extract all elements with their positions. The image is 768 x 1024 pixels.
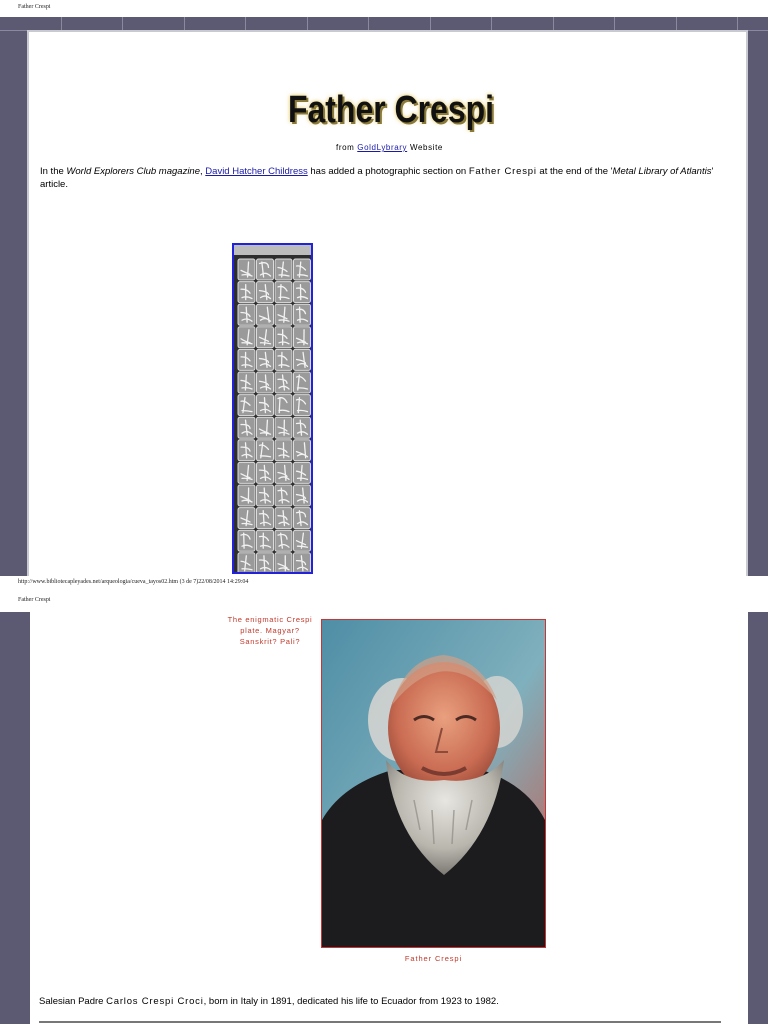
intro-text: ' article. [40, 166, 714, 190]
intro-text: at the end of the ' [536, 166, 613, 177]
print-header-title: Father Crespi [18, 597, 51, 603]
print-footer-url: http://www.bibliotecapleyades.net/arqueologia/cueva_tayos02.htm (3 de 7)22/08/2014 14:29:04 [18, 579, 249, 585]
intro-paragraph [40, 165, 740, 191]
author-link[interactable]: David Hatcher Childress [205, 166, 308, 177]
portrait-caption: Father Crespi [404, 954, 463, 963]
engraved-plate-icon [234, 245, 311, 572]
crespi-plate-image [232, 243, 313, 574]
intro-text: has added a photographic section on [307, 166, 469, 177]
print-page-break [0, 576, 768, 612]
priest-name: Carlos Crespi Croci [106, 996, 204, 1007]
bio-text: , born in Italy in 1891, dedicated his life to Ecuador from 1923 to 1982. [203, 996, 499, 1007]
content-panel [27, 30, 748, 576]
bio-text: Salesian Padre [39, 996, 107, 1007]
logo-shadow-text: Father Crespi [290, 91, 496, 133]
background-tile-lines [0, 17, 768, 31]
intro-text: In the [40, 166, 67, 177]
father-crespi-portrait [321, 619, 546, 948]
logo-main-text: Father Crespi [288, 89, 494, 131]
article-title: Metal Library of Atlantis [612, 166, 712, 177]
byline-prefix: from [336, 143, 355, 152]
byline-suffix: Website [409, 143, 443, 152]
bio-paragraph [39, 995, 729, 1008]
plate-caption: The enigmatic Crespi plate. Magyar? Sanskrit? Pali? [227, 615, 313, 646]
source-byline [29, 143, 750, 152]
father-crespi-logo [283, 84, 499, 134]
logo-glow-text: Father Crespi [288, 89, 494, 131]
magazine-title: World Explorers Club magazine [66, 166, 201, 177]
bearded-priest-icon [322, 620, 545, 947]
bio-continuation-cut-off [39, 1019, 729, 1024]
goldlybrary-link[interactable]: GoldLybrary [357, 143, 408, 152]
print-header-title: Father Crespi [18, 4, 51, 10]
subject-name: Father Crespi [468, 166, 537, 177]
print-header [0, 0, 768, 17]
intro-text: , [200, 166, 206, 177]
